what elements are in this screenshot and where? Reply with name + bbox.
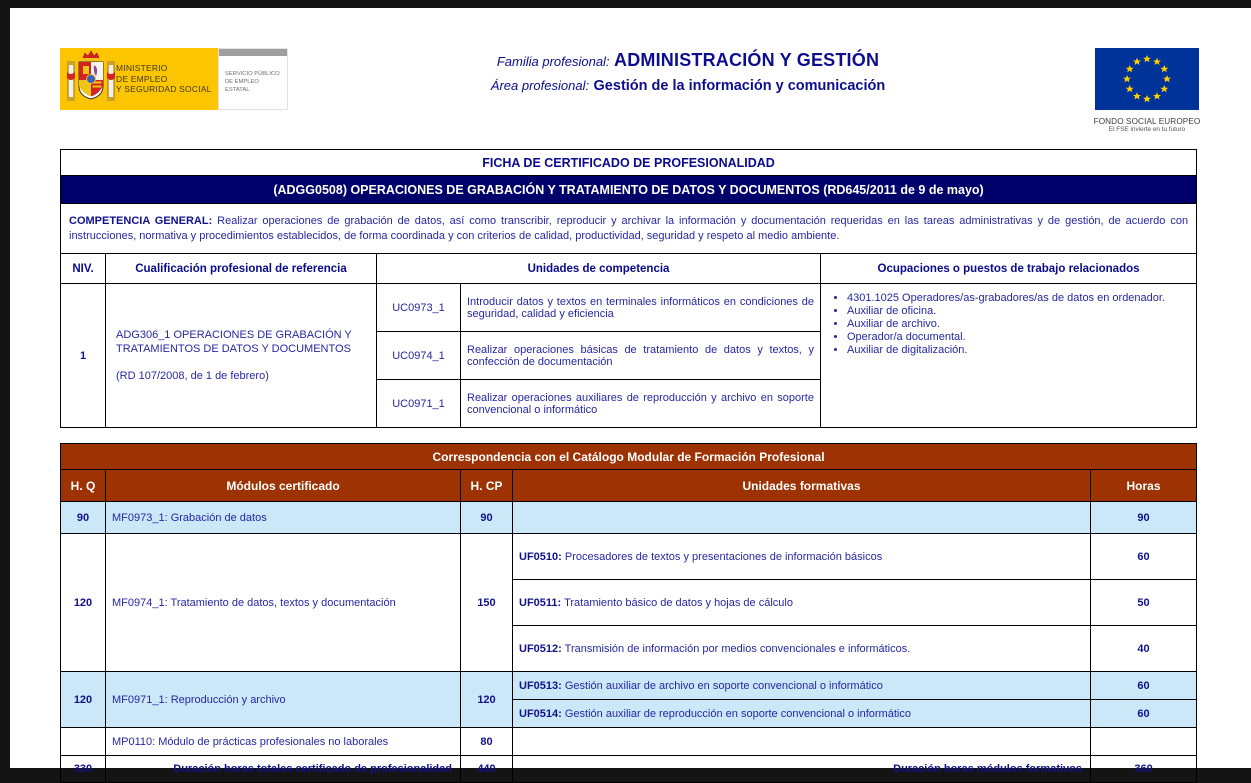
uf-hours: 60 xyxy=(1091,534,1197,580)
list-item: • Auxiliar de oficina. xyxy=(847,305,1190,317)
qualification-royal-decree: (RD 107/2008, de 1 de febrero) xyxy=(116,369,269,382)
uf-hours xyxy=(1091,728,1197,756)
certificate-code-title: (ADGG0508) OPERACIONES DE GRABACIÓN Y TRATAMIENTO DE DATOS Y DOCUMENTOS (RD645/2011 de 9 de mayo) xyxy=(61,176,1197,204)
module-hq-hours: 120 xyxy=(61,534,106,672)
ministry-name xyxy=(116,63,212,95)
table-row xyxy=(61,534,1197,580)
uf-hours: 90 xyxy=(1091,502,1197,534)
uf-cell xyxy=(513,534,1091,580)
uf-hours: 40 xyxy=(1091,626,1197,672)
module-name: MF0971_1: Reproducción y archivo xyxy=(106,672,461,728)
uf-code: UF0511: xyxy=(519,596,562,609)
document-page xyxy=(10,8,1251,775)
familia-value: ADMINISTRACIÓN Y GESTIÓN xyxy=(614,50,880,70)
module-hq-hours xyxy=(61,728,106,756)
uf-hours: 60 xyxy=(1091,700,1197,728)
general-competence-label: COMPETENCIA GENERAL: xyxy=(69,214,213,227)
qualification-name: ADG306_1 OPERACIONES DE GRABACIÓN Y TRATAMIENTOS DE DATOS Y DOCUMENTOS xyxy=(116,329,352,356)
list-item: • Auxiliar de digitalización. xyxy=(847,344,1190,356)
area-value: Gestión de la información y comunicación xyxy=(593,78,886,94)
module-hq-hours: 120 xyxy=(61,672,106,728)
uf-description: Gestión auxiliar de reproducción en soporte convencional o informático xyxy=(564,707,911,720)
eu-fund-caption: FONDO SOCIAL EUROPEO xyxy=(1093,117,1201,126)
col-header-cualificacion: Cualificación profesional de referencia xyxy=(106,254,377,284)
qualification-level: 1 xyxy=(61,284,106,428)
module-hcp-hours: 150 xyxy=(461,534,513,672)
uf-code: UF0513: xyxy=(519,679,562,692)
table-row xyxy=(61,756,1197,783)
uc-description: Introducir datos y textos en terminales informáticos en condiciones de seguridad, calidad y eficiencia xyxy=(461,284,821,332)
general-competence-text: Realizar operaciones de grabación de datos, así como transcribir, reproducir y archivar la información y documentación requeridas en las tareas administrativas y de gestión, de acuerdo con instrucciones, normativa y procedimientos establecidos, de forma coordinada y con criterios de calidad, productividad, seguridad y respeto al medio ambiente. xyxy=(69,214,1189,242)
col-header-unidades-formativas: Unidades formativas xyxy=(513,470,1091,502)
uf-description: Gestión auxiliar de archivo en soporte convencional o informático xyxy=(564,679,883,692)
professional-family-block xyxy=(288,48,1088,95)
list-item: • Operador/a documental. xyxy=(847,331,1190,343)
sepe-logo-panel xyxy=(218,48,288,110)
list-item: • Auxiliar de archivo. xyxy=(847,318,1190,330)
uf-code: UF0512: xyxy=(519,642,562,655)
total-modules-label: Duración horas módulos formativos xyxy=(513,756,1091,783)
sepe-line-2: DE EMPLEO ESTATAL xyxy=(225,79,259,94)
sepe-name xyxy=(219,56,287,94)
uf-code: UF0510: xyxy=(519,550,562,563)
uf-empty-cell xyxy=(513,502,1091,534)
col-header-horas: Horas xyxy=(1091,470,1197,502)
module-hcp-hours: 90 xyxy=(461,502,513,534)
col-header-hcp: H. CP xyxy=(461,470,513,502)
eu-flag-icon xyxy=(1095,97,1199,114)
ministry-logo xyxy=(60,48,288,110)
uf-hours: 60 xyxy=(1091,672,1197,700)
module-hcp-hours: 120 xyxy=(461,672,513,728)
table-row xyxy=(61,502,1197,534)
uc-code: UC0971_1 xyxy=(377,380,461,428)
ministry-line-1: MINISTERIO xyxy=(116,63,168,74)
module-name: MF0973_1: Grabación de datos xyxy=(106,502,461,534)
area-profesional-line xyxy=(288,77,1088,95)
module-name: MP0110: Módulo de prácticas profesionales no laborales xyxy=(106,728,461,756)
table-row xyxy=(61,728,1197,756)
col-header-modulos: Módulos certificado xyxy=(106,470,461,502)
eu-social-fund-logo xyxy=(1088,48,1206,133)
occupations-list xyxy=(847,292,1190,356)
table-row xyxy=(61,672,1197,700)
modular-correspondence-table xyxy=(60,443,1197,783)
col-header-niv: NIV. xyxy=(61,254,106,284)
eu-fund-subcaption: El FSE invierte en tu futuro xyxy=(1108,126,1186,133)
uf-empty-cell xyxy=(513,728,1091,756)
module-hq-hours: 90 xyxy=(61,502,106,534)
uf-cell xyxy=(513,580,1091,626)
col-header-unidades-competencia: Unidades de competencia xyxy=(377,254,821,284)
uf-code: UF0514: xyxy=(519,707,562,720)
page-header xyxy=(60,48,1206,133)
module-hcp-hours: 80 xyxy=(461,728,513,756)
certificate-table xyxy=(60,149,1197,428)
familia-label: Familia profesional: xyxy=(496,54,610,69)
uc-code: UC0973_1 xyxy=(377,284,461,332)
uf-hours: 50 xyxy=(1091,580,1197,626)
uc-description: Realizar operaciones básicas de tratamiento de datos y textos, y confección de documentación xyxy=(461,332,821,380)
sepe-line-1: SERVICIO PÚBLICO xyxy=(225,71,280,77)
reference-qualification-cell xyxy=(106,284,377,428)
col-header-hq: H. Q xyxy=(61,470,106,502)
uf-cell xyxy=(513,626,1091,672)
list-item: • 4301.1025 Operadores/as-grabadores/as de datos en ordenador. xyxy=(847,292,1190,304)
sepe-gray-strip xyxy=(219,49,287,56)
total-hq-hours: 330 xyxy=(61,756,106,783)
uf-cell xyxy=(513,700,1091,728)
spain-coat-of-arms-icon xyxy=(66,50,116,109)
related-occupations-cell xyxy=(821,284,1197,428)
ministry-logo-yellow-panel xyxy=(60,48,218,110)
table-row xyxy=(61,284,1197,332)
ministry-line-3: Y SEGURIDAD SOCIAL xyxy=(116,84,212,95)
certificate-sheet-title: FICHA DE CERTIFICADO DE PROFESIONALIDAD xyxy=(61,150,1197,176)
uf-description: Transmisión de información por medios convencionales e informáticos. xyxy=(564,642,911,655)
uc-description: Realizar operaciones auxiliares de reproducción y archivo en soporte convencional o informático xyxy=(461,380,821,428)
total-hcp-hours: 440 xyxy=(461,756,513,783)
uf-description: Tratamiento básico de datos y hojas de cálculo xyxy=(564,596,793,609)
ministry-line-2: DE EMPLEO xyxy=(116,73,168,84)
familia-profesional-line xyxy=(288,50,1088,71)
area-label: Área profesional: xyxy=(490,78,590,93)
module-name: MF0974_1: Tratamiento de datos, textos y documentación xyxy=(106,534,461,672)
general-competence-cell xyxy=(61,204,1197,254)
col-header-ocupaciones: Ocupaciones o puestos de trabajo relacionados xyxy=(821,254,1197,284)
total-module-hours: 360 xyxy=(1091,756,1197,783)
modular-table-title: Correspondencia con el Catálogo Modular de Formación Profesional xyxy=(61,444,1197,470)
uf-cell xyxy=(513,672,1091,700)
total-certificate-label: Duración horas totales certificado de profesionalidad xyxy=(106,756,461,783)
uf-description: Procesadores de textos y presentaciones de información básicos xyxy=(564,550,883,563)
uc-code: UC0974_1 xyxy=(377,332,461,380)
